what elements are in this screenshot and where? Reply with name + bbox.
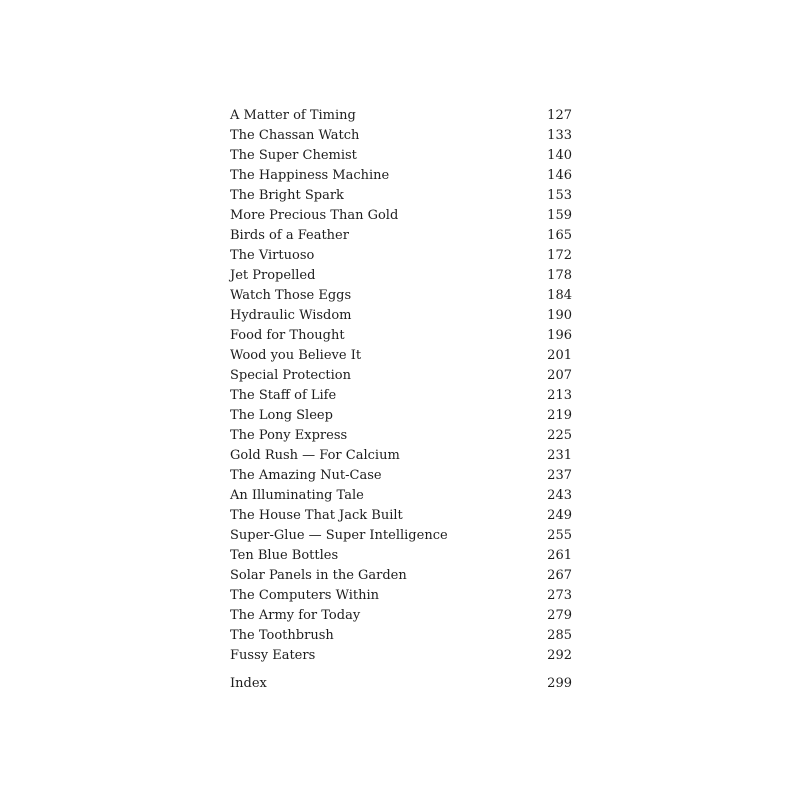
toc-entry-page: 184 [547, 288, 572, 303]
toc-entry[interactable] [230, 166, 572, 186]
toc-entry[interactable] [230, 526, 572, 546]
toc-entry-page: 127 [547, 108, 572, 123]
toc-entry[interactable] [230, 446, 572, 466]
toc-entry[interactable] [230, 546, 572, 566]
toc-entry[interactable] [230, 386, 572, 406]
toc-entry-page: 190 [547, 308, 572, 323]
toc-entry-page: 219 [547, 408, 572, 423]
toc-entry-title: Special Protection [230, 368, 351, 383]
toc-entry-page: 178 [547, 268, 572, 283]
toc-entry-title: The House That Jack Built [230, 508, 403, 523]
toc-entry-title: The Pony Express [230, 428, 348, 443]
toc-entry-title: Jet Propelled [230, 268, 316, 283]
toc-entry-page: 285 [547, 628, 572, 643]
toc-entry[interactable] [230, 406, 572, 426]
toc-entry-page: 231 [547, 448, 572, 463]
table-of-contents [230, 106, 572, 694]
toc-entry-page: 249 [547, 508, 572, 523]
toc-entry-page: 159 [547, 208, 572, 223]
toc-entry-title: The Happiness Machine [230, 168, 390, 183]
toc-entry[interactable] [230, 426, 572, 446]
toc-entry-page: 225 [547, 428, 572, 443]
toc-entry-page: 196 [547, 328, 572, 343]
toc-entry-title: Wood you Believe It [230, 348, 362, 363]
toc-entry-title: Food for Thought [230, 328, 345, 343]
toc-entry-page: 201 [547, 348, 572, 363]
toc-entry[interactable] [230, 286, 572, 306]
toc-entry-title: Solar Panels in the Garden [230, 568, 407, 583]
toc-entry-title: The Amazing Nut-Case [230, 468, 382, 483]
toc-entry[interactable] [230, 126, 572, 146]
toc-entry-title: The Virtuoso [230, 248, 315, 263]
toc-entry-title: Gold Rush — For Calcium [230, 448, 400, 463]
toc-entry[interactable] [230, 346, 572, 366]
toc-entry[interactable] [230, 326, 572, 346]
toc-entry[interactable] [230, 626, 572, 646]
toc-entry-page: 207 [547, 368, 572, 383]
toc-entry[interactable] [230, 306, 572, 326]
toc-entry[interactable] [230, 106, 572, 126]
toc-entry-title: A Matter of Timing [230, 108, 356, 123]
toc-entry-page: 213 [547, 388, 572, 403]
toc-entry-page: 146 [547, 168, 572, 183]
toc-entry[interactable] [230, 266, 572, 286]
toc-entry-page: 165 [547, 228, 572, 243]
toc-entry-page: 255 [547, 528, 572, 543]
toc-entry[interactable] [230, 566, 572, 586]
toc-entry-page: 279 [547, 608, 572, 623]
toc-entry-page: 273 [547, 588, 572, 603]
toc-entry[interactable] [230, 586, 572, 606]
toc-entry-page: 299 [547, 676, 572, 691]
toc-entry-title: Watch Those Eggs [230, 288, 352, 303]
toc-entry-page: 153 [547, 188, 572, 203]
toc-entry-page: 172 [547, 248, 572, 263]
toc-entry-page: 261 [547, 548, 572, 563]
toc-entry-page: 267 [547, 568, 572, 583]
toc-entry-title: The Army for Today [230, 608, 361, 623]
toc-entry-page: 292 [547, 648, 572, 663]
toc-entry[interactable] [230, 186, 572, 206]
toc-entry[interactable] [230, 486, 572, 506]
toc-index-entry[interactable] [230, 674, 572, 694]
toc-entry-title: An Illuminating Tale [230, 488, 364, 503]
toc-entry[interactable] [230, 646, 572, 666]
toc-entry[interactable] [230, 246, 572, 266]
toc-entry[interactable] [230, 506, 572, 526]
toc-entry-page: 237 [547, 468, 572, 483]
toc-entry-title: Ten Blue Bottles [230, 548, 339, 563]
toc-entry-title: The Long Sleep [230, 408, 333, 423]
toc-entry-title: The Super Chemist [230, 148, 357, 163]
toc-entry[interactable] [230, 226, 572, 246]
toc-entry-title: More Precious Than Gold [230, 208, 399, 223]
toc-entry[interactable] [230, 466, 572, 486]
toc-entry-title: Super-Glue — Super Intelligence [230, 528, 448, 543]
toc-entry-page: 140 [547, 148, 572, 163]
toc-entry-page: 243 [547, 488, 572, 503]
toc-entry[interactable] [230, 146, 572, 166]
toc-entry-title: Hydraulic Wisdom [230, 308, 352, 323]
toc-entry-title: The Staff of Life [230, 388, 337, 403]
toc-entry-page: 133 [547, 128, 572, 143]
toc-entry[interactable] [230, 366, 572, 386]
toc-entry-title: Fussy Eaters [230, 648, 316, 663]
toc-entry[interactable] [230, 206, 572, 226]
toc-entry-title: Index [230, 676, 267, 691]
toc-entry-list [230, 106, 572, 666]
toc-entry-title: The Computers Within [230, 588, 380, 603]
toc-entry-title: The Chassan Watch [230, 128, 360, 143]
toc-entry-title: The Toothbrush [230, 628, 334, 643]
toc-entry-title: Birds of a Feather [230, 228, 349, 243]
toc-entry[interactable] [230, 606, 572, 626]
toc-entry-title: The Bright Spark [230, 188, 344, 203]
